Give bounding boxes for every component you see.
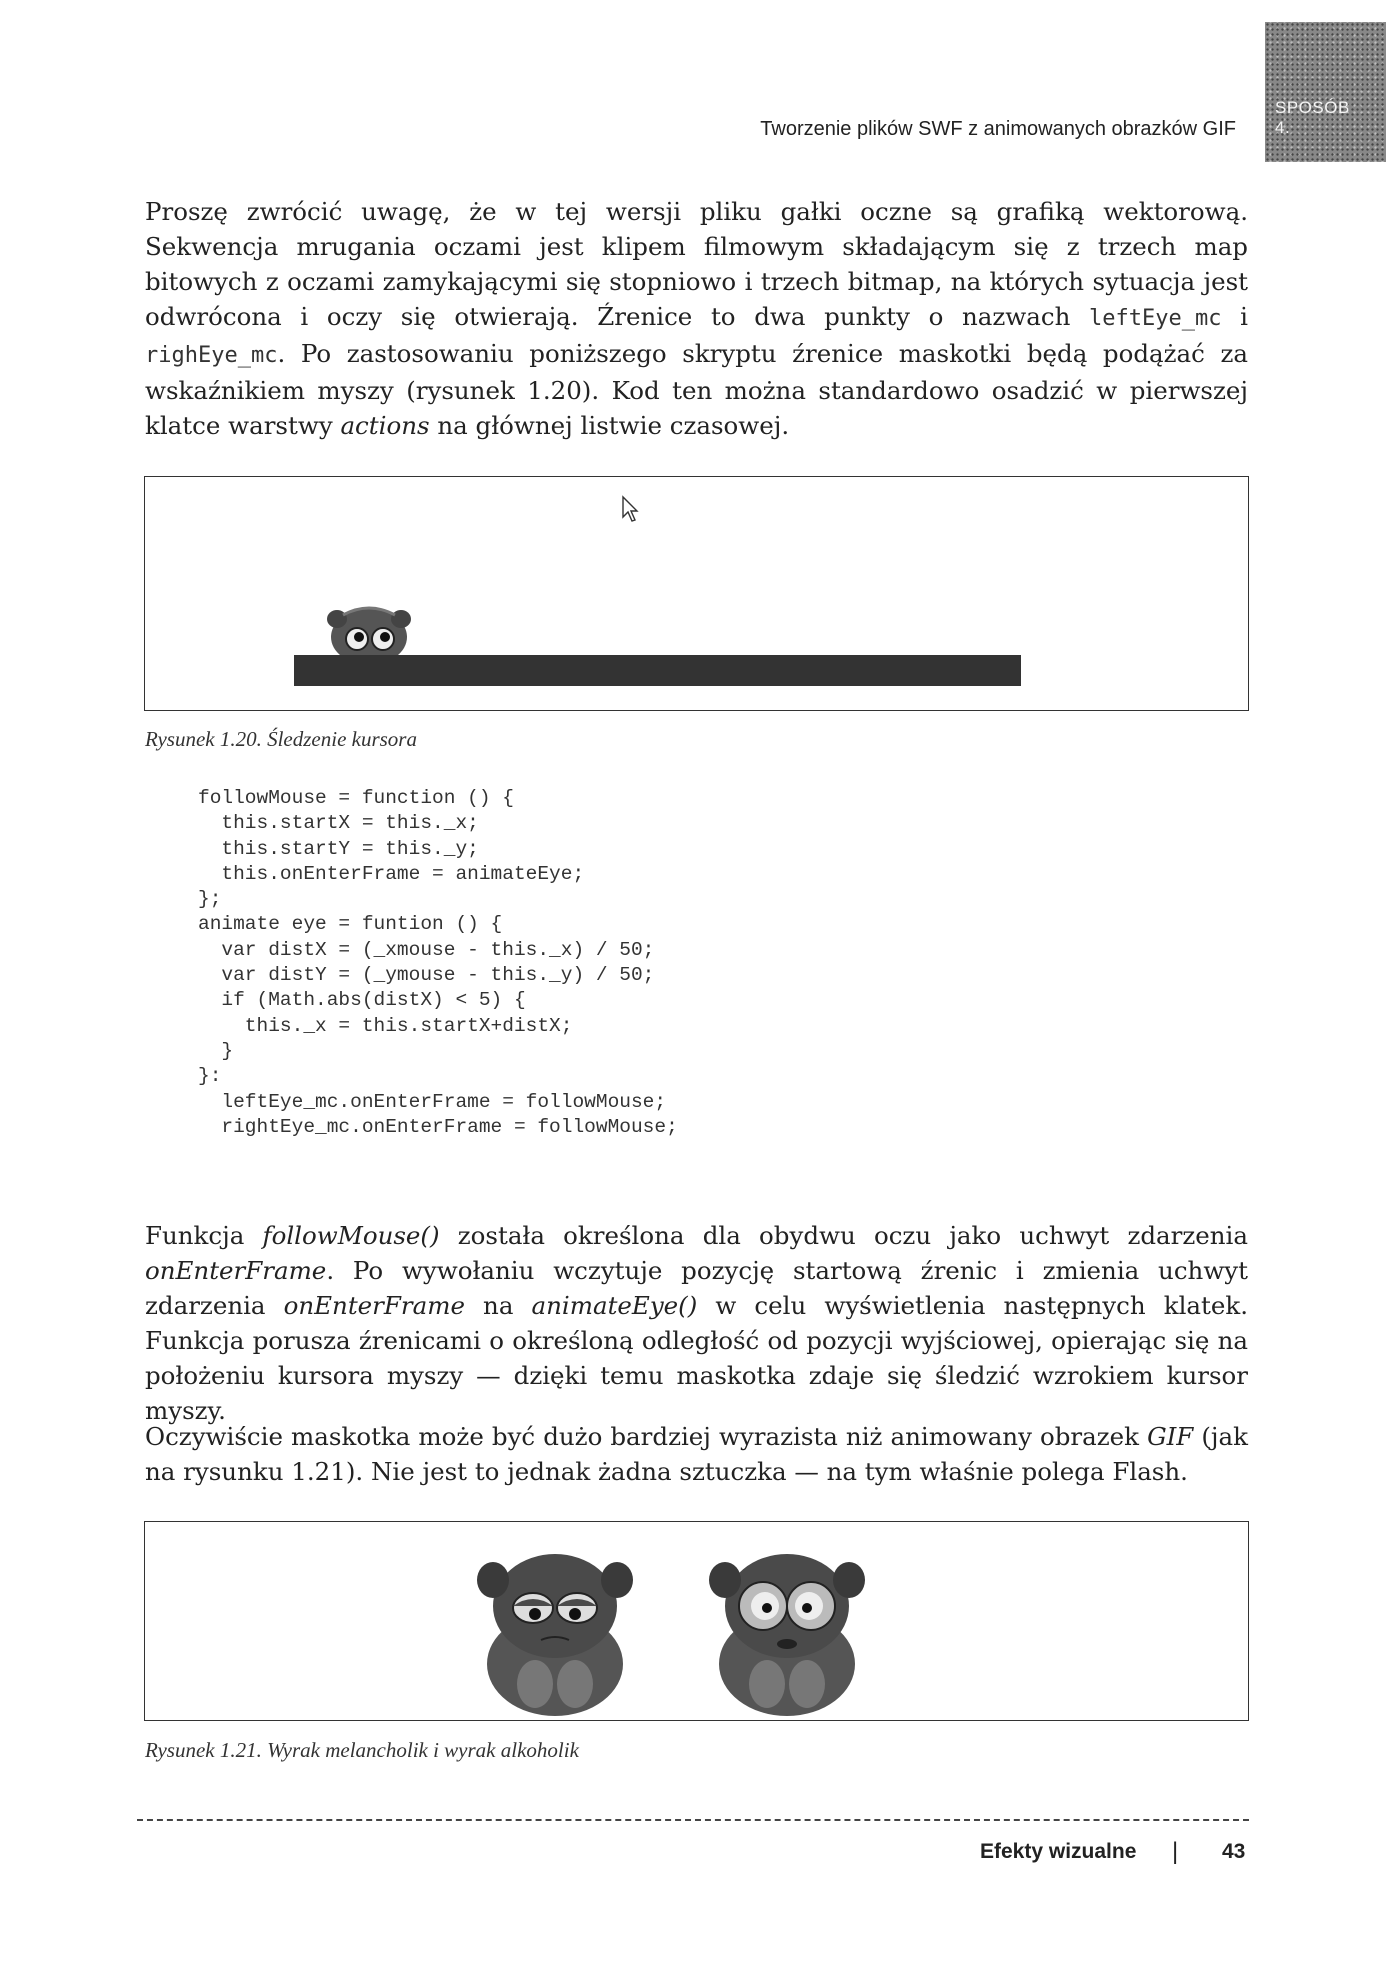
figure-1-21-caption: Rysunek 1.21. Wyrak melancholik i wyrak alkoholik bbox=[145, 1738, 579, 1762]
p3-t1: Oczywiście maskotka może być dużo bardziej wyrazista niż animowany obrazek bbox=[145, 1422, 1148, 1451]
code-line: }; bbox=[198, 888, 222, 911]
cursor-arrow-icon bbox=[623, 497, 637, 521]
figure-1-20-caption: Rysunek 1.20. Śledzenie kursora bbox=[145, 727, 417, 751]
figure-1-21-illustration bbox=[145, 1522, 1248, 1720]
code-line: followMouse = function () { bbox=[198, 787, 514, 809]
tab-label-line2: 4. bbox=[1275, 118, 1291, 137]
p1-text-end: na głównej listwie czasowej. bbox=[429, 411, 790, 440]
p1-text-after: . Po zastosowaniu poniższego skryptu źrenice maskotki będą podążać za wskaźnikiem myszy (rysunek 1.20). Kod ten można standardowo osadzić w pierwszej klatce warstwy bbox=[145, 339, 1248, 440]
code-line: this._x = this.startX+distX; bbox=[198, 1014, 573, 1037]
p2-i3: onEnterFrame bbox=[283, 1291, 465, 1320]
footer-section-title: Efekty wizualne bbox=[980, 1840, 1137, 1863]
code-line: animate eye = funtion () { bbox=[198, 913, 503, 936]
p1-italic-actions: actions bbox=[340, 411, 430, 440]
p3-t2: (jak na rysunku 1.21). Nie jest to jednak żadna sztuczka — na tym właśnie polega Flash. bbox=[145, 1422, 1248, 1486]
code-line: if (Math.abs(distX) < 5) { bbox=[198, 989, 526, 1012]
alcoholic-tarsier-icon bbox=[709, 1554, 865, 1716]
running-title: Tworzenie plików SWF z animowanych obrazków GIF bbox=[760, 118, 1236, 140]
code-line: }: bbox=[198, 1065, 222, 1088]
paragraph-2 bbox=[145, 1218, 1248, 1428]
melancholic-tarsier-icon bbox=[477, 1554, 633, 1716]
code-line: var distY = (_ymouse - this._y) / 50; bbox=[198, 964, 655, 987]
p2-t3: . Po wywołaniu wczytuje pozycję startową źrenic i zmienia uchwyt zdarzenia bbox=[145, 1256, 1248, 1320]
p2-t5: w celu wyświetlenia następnych klatek. Funkcja porusza źrenicami o określoną odległość od pozycji wyjściowej, opierając się na położeniu kursora myszy — dzięki temu maskotka zdaje się śledzić wzrokiem kursor myszy. bbox=[145, 1291, 1249, 1425]
code-line: leftEye_mc.onEnterFrame = followMouse; bbox=[198, 1090, 667, 1113]
section-tab bbox=[1265, 22, 1386, 162]
p2-t2: została określona dla obydwu oczu jako uchwyt zdarzenia bbox=[439, 1221, 1248, 1250]
p2-t4: na bbox=[464, 1291, 532, 1320]
p3-i1: GIF bbox=[1147, 1422, 1194, 1451]
p1-text-mid: i bbox=[1221, 302, 1249, 331]
code-line: this.startX = this._x; bbox=[198, 812, 479, 835]
p2-i1: followMouse() bbox=[262, 1221, 440, 1250]
figure-1-21 bbox=[144, 1521, 1249, 1721]
footer-rule bbox=[137, 1819, 1249, 1821]
page-number: 43 bbox=[1222, 1840, 1246, 1863]
code-line: var distX = (_xmouse - this._x) / 50; bbox=[198, 938, 655, 961]
code-line: this.startY = this._y; bbox=[198, 837, 479, 860]
section-tab-label bbox=[1275, 98, 1350, 138]
mask-bar bbox=[294, 655, 1021, 686]
code-line: } bbox=[198, 1039, 234, 1062]
p2-t1: Funkcja bbox=[145, 1221, 263, 1250]
figure-1-20 bbox=[144, 476, 1249, 711]
figure-1-20-illustration bbox=[145, 477, 1248, 710]
tab-label-line1: SPOSÓB bbox=[1275, 98, 1350, 117]
p1-code-righeye: righEye_mc bbox=[145, 343, 278, 368]
p1-text-before: Proszę zwrócić uwagę, że w tej wersji pliku gałki oczne są grafiką wektorową. Sekwencja mrugania oczami jest klipem filmowym składającym się z trzech map bitowych z oczami zamykającymi się stopniowo i trzech bitmap, na których sytuacja jest odwrócona i oczy się otwierają. Źrenice to dwa punkty o nazwach bbox=[145, 197, 1248, 331]
p2-i4: animateEye() bbox=[531, 1291, 698, 1320]
p1-code-lefteye: leftEye_mc bbox=[1089, 306, 1222, 331]
footer-separator: | bbox=[1172, 1838, 1179, 1865]
paragraph-1 bbox=[145, 194, 1248, 443]
paragraph-3 bbox=[145, 1419, 1248, 1489]
code-line: this.onEnterFrame = animateEye; bbox=[198, 862, 585, 885]
code-listing bbox=[198, 786, 678, 1140]
code-line: rightEye_mc.onEnterFrame = followMouse; bbox=[198, 1115, 678, 1138]
p2-i2: onEnterFrame bbox=[145, 1256, 327, 1285]
